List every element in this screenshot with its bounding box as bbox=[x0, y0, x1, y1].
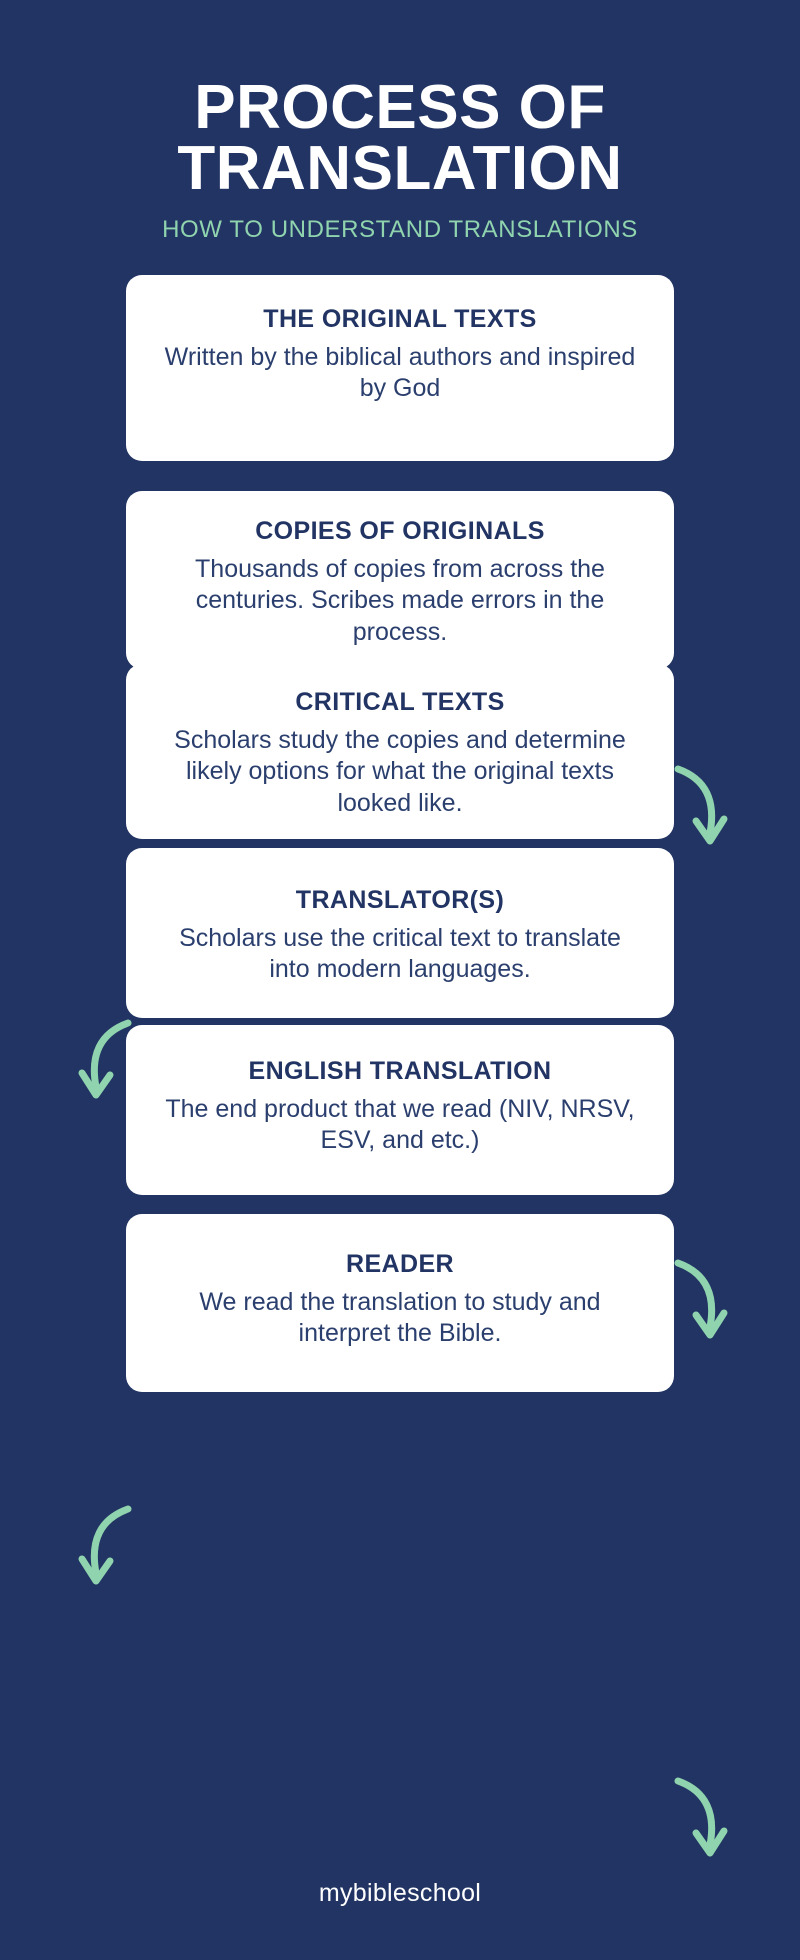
arrow-left-down-4 bbox=[74, 1503, 134, 1598]
step-title: THE ORIGINAL TEXTS bbox=[263, 304, 537, 333]
step-body: Thousands of copies from across the centuries. Scribes made errors in the process. bbox=[195, 554, 605, 646]
header bbox=[0, 0, 800, 244]
step-card-3 bbox=[126, 664, 674, 839]
step-body: Scholars study the copies and determine likely options for what the original texts looked like. bbox=[174, 725, 626, 817]
step-title: READER bbox=[346, 1249, 454, 1278]
step-card-2 bbox=[126, 491, 674, 669]
footer-brand: mybibleschool bbox=[318, 1879, 482, 1907]
step-card-1 bbox=[126, 275, 674, 461]
arrow-right-down-3 bbox=[672, 1257, 732, 1352]
step-card-5 bbox=[126, 1025, 674, 1195]
arrow-right-down-5 bbox=[672, 1775, 732, 1870]
arrow-left-down-2 bbox=[74, 1017, 134, 1112]
step-title: CRITICAL TEXTS bbox=[295, 687, 505, 716]
step-body: We read the translation to study and interpret the Bible. bbox=[199, 1287, 601, 1348]
step-title: COPIES OF ORIGINALS bbox=[255, 516, 545, 545]
step-title: TRANSLATOR(S) bbox=[295, 885, 505, 914]
step-title: ENGLISH TRANSLATION bbox=[248, 1056, 552, 1085]
step-body: Written by the biblical authors and inspired by God bbox=[164, 342, 636, 403]
step-card-6 bbox=[126, 1214, 674, 1392]
steps-flow bbox=[0, 275, 800, 1392]
arrow-right-down-1 bbox=[672, 763, 732, 858]
step-card-4 bbox=[126, 848, 674, 1018]
step-body: Scholars use the critical text to translate into modern languages. bbox=[179, 923, 621, 984]
page-title: PROCESS OF TRANSLATION bbox=[177, 73, 623, 203]
step-body: The end product that we read (NIV, NRSV, ESV, and etc.) bbox=[165, 1094, 635, 1155]
page-subtitle: HOW TO UNDERSTAND TRANSLATIONS bbox=[162, 215, 638, 243]
